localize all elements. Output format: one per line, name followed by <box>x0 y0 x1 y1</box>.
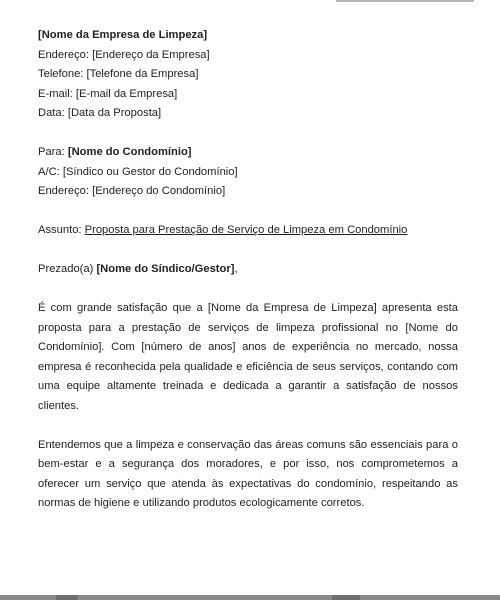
greeting-suffix: , <box>234 263 238 275</box>
recipient-line <box>38 143 458 163</box>
spacer <box>38 280 458 300</box>
company-address: Endereço: [Endereço da Empresa] <box>38 48 210 61</box>
intro-paragraph: É com grande satisfação que a [Nome da Empresa de Limpeza] apresenta esta proposta para a prestação de serviços de limpeza profissional no [Nome do Condomínio]. Com [número de anos] anos de experiência no mercado, nossa empresa é reconhecida pela qualidade e eficiência de seus serviços, contando com uma equipe altamente treinada e dedicada a garantir a satisfação de nossos clientes. <box>38 302 458 412</box>
spacer <box>38 416 458 436</box>
recipient-address: Endereço: [Endereço do Condomínio] <box>38 185 226 197</box>
greeting-name: [Nome do Síndico/Gestor] <box>96 263 235 275</box>
greeting-line <box>38 260 458 280</box>
toolbar-segment <box>332 595 360 600</box>
commitment-paragraph: Entendemos que a limpeza e conservação das áreas comuns são essenciais para o bem-estar e a segurança dos moradores, e por isso, nos comprometemos a oferecer um serviço que atenda às expectativas do condomínio, respeitando as normas de higiene e utilizando produtos ecologicamente corretos. <box>38 438 458 509</box>
greeting-prefix: Prezado(a) <box>38 263 97 275</box>
company-email: E-mail: [E-mail da Empresa] <box>38 87 178 100</box>
company-name: [Nome da Empresa de Limpeza] <box>38 29 208 41</box>
subject-line <box>38 221 458 241</box>
recipient-name: [Nome do Condomínio] <box>67 146 192 158</box>
spacer <box>38 202 458 222</box>
top-scroll-tab <box>336 0 474 2</box>
letter-body <box>38 26 458 514</box>
company-phone: Telefone: [Telefone da Empresa] <box>38 68 199 80</box>
subject-text: Proposta para Prestação de Serviço de Limpeza em Condomínio <box>84 224 408 236</box>
spacer <box>38 241 458 261</box>
toolbar-segment <box>56 595 78 600</box>
bottom-toolbar-strip <box>0 595 500 600</box>
attention-line: A/C: [Síndico ou Gestor do Condomínio] <box>38 165 238 178</box>
proposal-date: Data: [Data da Proposta] <box>38 107 162 119</box>
subject-prefix: Assunto: <box>38 224 85 236</box>
recipient-prefix: Para: <box>38 146 68 158</box>
spacer <box>38 124 458 144</box>
